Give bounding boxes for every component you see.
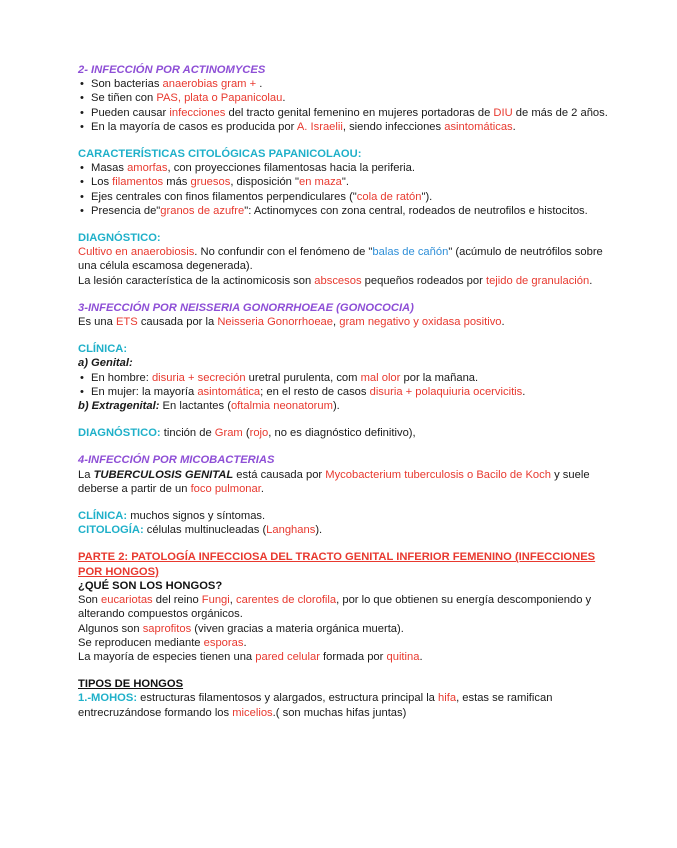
section-title-clinica: CLÍNICA: bbox=[78, 343, 128, 356]
text: Son bbox=[78, 594, 102, 607]
text: . bbox=[419, 650, 423, 663]
text: tinción de bbox=[160, 427, 215, 440]
highlight: filamentos bbox=[112, 176, 164, 189]
section-title-citologia: CARACTERÍSTICAS CITOLÓGICAS PAPANICOLAOU: bbox=[78, 148, 362, 161]
text: . No confundir con el fenómeno de " bbox=[194, 246, 373, 259]
text: ; en el resto de casos bbox=[260, 385, 370, 398]
text: .( son muchas hifas juntas) bbox=[272, 706, 407, 719]
label-citologia: CITOLOGÍA: bbox=[78, 524, 144, 537]
text: del tracto genital femenino en mujeres portadoras de bbox=[225, 106, 494, 119]
actinomyces-list bbox=[78, 77, 608, 134]
text: de más de 2 años. bbox=[512, 106, 608, 119]
text: . bbox=[522, 385, 526, 398]
text: Masas bbox=[91, 162, 128, 175]
text: Presencia de" bbox=[91, 204, 161, 217]
list-item bbox=[78, 161, 608, 175]
text: , bbox=[229, 594, 236, 607]
highlight: asintomática bbox=[197, 385, 261, 398]
text: Se tiñen con bbox=[91, 92, 157, 105]
text: células multinucleadas ( bbox=[143, 524, 267, 537]
highlight: amorfas bbox=[127, 162, 168, 175]
text: , con proyecciones filamentosas hacia la periferia. bbox=[167, 162, 415, 175]
section-title-diagnostico-2: DIAGNÓSTICO: bbox=[78, 427, 161, 440]
highlight: oftalmia neonatorum bbox=[230, 400, 333, 413]
text: por la mañana. bbox=[400, 371, 479, 384]
text: Ejes centrales con finos filamentos perpendiculares (" bbox=[91, 190, 357, 203]
highlight: asintomáticas bbox=[444, 120, 513, 133]
paragraph bbox=[78, 315, 608, 329]
text: , estas se ramifican entrecruzándose formando los bbox=[78, 692, 553, 719]
list-item bbox=[78, 385, 608, 399]
text: En la mayoría de casos es producida por bbox=[91, 120, 297, 133]
part-2-title: PARTE 2: PATOLOGÍA INFECCIOSA DEL TRACTO GENITAL INFERIOR FEMENINO (INFECCIONES POR HONGOS) bbox=[78, 551, 596, 578]
highlight: DIU bbox=[493, 106, 513, 119]
highlight: granos de azufre bbox=[160, 204, 245, 217]
text: formada por bbox=[319, 650, 387, 663]
bold-term: TUBERCULOSIS GENITAL bbox=[93, 468, 234, 481]
highlight: eucariotas bbox=[101, 594, 153, 607]
highlight: esporas bbox=[203, 636, 244, 649]
text: . bbox=[243, 636, 247, 649]
highlight: gram negativo y oxidasa positivo bbox=[339, 316, 502, 329]
text: La mayoría de especies tienen una bbox=[78, 650, 256, 663]
text: En mujer: la mayoría bbox=[91, 385, 198, 398]
highlight: Langhans bbox=[266, 524, 316, 537]
list-item bbox=[78, 175, 608, 189]
highlight: micelios bbox=[232, 706, 273, 719]
list-item bbox=[78, 371, 608, 385]
text: Los bbox=[91, 176, 113, 189]
highlight: abscesos bbox=[314, 274, 362, 287]
list-item bbox=[78, 106, 608, 120]
paragraph bbox=[78, 650, 608, 664]
text: estructuras filamentosos y alargados, estructura principal la bbox=[137, 692, 439, 705]
highlight: gruesos bbox=[190, 176, 231, 189]
text: ( bbox=[242, 427, 250, 440]
text: ). bbox=[315, 524, 323, 537]
highlight: PAS, plata o Papanicolau bbox=[156, 92, 283, 105]
paragraph bbox=[78, 593, 608, 621]
highlight: hifa bbox=[438, 692, 457, 705]
paragraph bbox=[78, 274, 608, 288]
paragraph bbox=[78, 691, 608, 719]
label-mohos: 1.-MOHOS: bbox=[78, 692, 138, 705]
text: Es una bbox=[78, 316, 116, 329]
highlight: Neisseria Gonorrhoeae bbox=[217, 316, 333, 329]
text: , por lo que obtienen su energía descomponiendo y alterando compuestos orgánicos. bbox=[78, 594, 592, 621]
list-item bbox=[78, 204, 608, 218]
paragraph bbox=[78, 426, 608, 440]
highlight: Mycobacterium tuberculosis o Bacilo de Koch bbox=[325, 468, 551, 481]
text: La lesión característica de la actinomicosis son bbox=[78, 274, 315, 287]
highlight-blue: balas de cañón bbox=[372, 246, 449, 259]
text: (viven gracias a materia orgánica muerta). bbox=[191, 622, 404, 635]
text: ). bbox=[332, 400, 340, 413]
paragraph bbox=[78, 399, 608, 413]
text: Se reproducen mediante bbox=[78, 636, 204, 649]
paragraph bbox=[78, 509, 608, 523]
text: del reino bbox=[152, 594, 202, 607]
paragraph bbox=[78, 468, 608, 496]
highlight: disuria + polaquiuria ocervicitis bbox=[369, 385, 523, 398]
label-clinica: CLÍNICA: bbox=[78, 510, 128, 523]
section-title-diagnostico: DIAGNÓSTICO: bbox=[78, 232, 161, 245]
list-item bbox=[78, 190, 608, 204]
text: , no es diagnóstico definitivo), bbox=[268, 427, 416, 440]
paragraph bbox=[78, 523, 608, 537]
text: uretral purulenta, com bbox=[245, 371, 361, 384]
question-heading: ¿QUÉ SON LOS HONGOS? bbox=[78, 579, 223, 592]
document-page bbox=[78, 63, 608, 720]
text: . bbox=[256, 78, 263, 91]
text: . bbox=[512, 120, 516, 133]
section-title-micobacterias: 4-INFECCIÓN POR MICOBACTERIAS bbox=[78, 454, 275, 467]
highlight: Fungi bbox=[201, 594, 230, 607]
text: ". bbox=[341, 176, 349, 189]
subheading-extragenital: b) Extragenital: bbox=[78, 400, 160, 413]
text: En hombre: bbox=[91, 371, 152, 384]
highlight: anaerobias gram + bbox=[162, 78, 257, 91]
highlight: disuria + secreción bbox=[151, 371, 246, 384]
highlight: saprofitos bbox=[142, 622, 192, 635]
text: " (acúmulo de neutrófilos sobre una célula escamosa degenerada). bbox=[78, 246, 603, 273]
paragraph bbox=[78, 636, 608, 650]
text: ": Actinomyces con zona central, rodeados de neutrofilos e histocitos. bbox=[244, 204, 588, 217]
highlight: tejido de granulación bbox=[485, 274, 590, 287]
text: , siendo infecciones bbox=[342, 120, 445, 133]
text: , disposición " bbox=[230, 176, 299, 189]
highlight: rojo bbox=[249, 427, 269, 440]
highlight: Gram bbox=[214, 427, 243, 440]
text: pequeños rodeados por bbox=[361, 274, 486, 287]
list-item bbox=[78, 91, 608, 105]
highlight: foco pulmonar bbox=[190, 482, 261, 495]
highlight: cola de ratón bbox=[356, 190, 422, 203]
text: "). bbox=[421, 190, 433, 203]
highlight: mal olor bbox=[360, 371, 401, 384]
section-title-gonococia: 3-INFECCIÓN POR NEISSERIA GONORRHOEAE (GONOCOCIA) bbox=[78, 301, 414, 314]
text: , bbox=[333, 316, 340, 329]
list-item bbox=[78, 77, 608, 91]
text: muchos signos y síntomas. bbox=[127, 510, 266, 523]
paragraph bbox=[78, 622, 608, 636]
highlight: ETS bbox=[115, 316, 138, 329]
highlight: Cultivo en anaerobiosis bbox=[78, 246, 195, 259]
highlight: carentes de clorofila bbox=[236, 594, 337, 607]
section-title-actinomyces: 2- INFECCIÓN POR ACTINOMYCES bbox=[78, 64, 266, 76]
text: causada por la bbox=[137, 316, 218, 329]
list-item bbox=[78, 120, 608, 134]
text: está causada por bbox=[233, 468, 326, 481]
text: Pueden causar bbox=[91, 106, 170, 119]
text: La bbox=[78, 468, 94, 481]
highlight: en maza bbox=[298, 176, 342, 189]
text: Algunos son bbox=[78, 622, 143, 635]
clinica-list bbox=[78, 371, 608, 399]
highlight: quitina bbox=[386, 650, 420, 663]
text: En lactantes ( bbox=[159, 400, 231, 413]
text: más bbox=[163, 176, 191, 189]
paragraph bbox=[78, 245, 608, 273]
text: y suele deberse a partir de un bbox=[78, 468, 590, 495]
citologia-list bbox=[78, 161, 608, 218]
highlight: pared celular bbox=[255, 650, 320, 663]
text: . bbox=[282, 92, 286, 105]
tipos-hongos-heading: TIPOS DE HONGOS bbox=[78, 678, 184, 691]
text: . bbox=[589, 274, 593, 287]
text: Son bacterias bbox=[91, 78, 163, 91]
text: . bbox=[501, 316, 505, 329]
highlight: infecciones bbox=[169, 106, 226, 119]
highlight: A. Israelii bbox=[296, 120, 343, 133]
subheading-genital: a) Genital: bbox=[78, 357, 133, 370]
text: . bbox=[260, 482, 264, 495]
